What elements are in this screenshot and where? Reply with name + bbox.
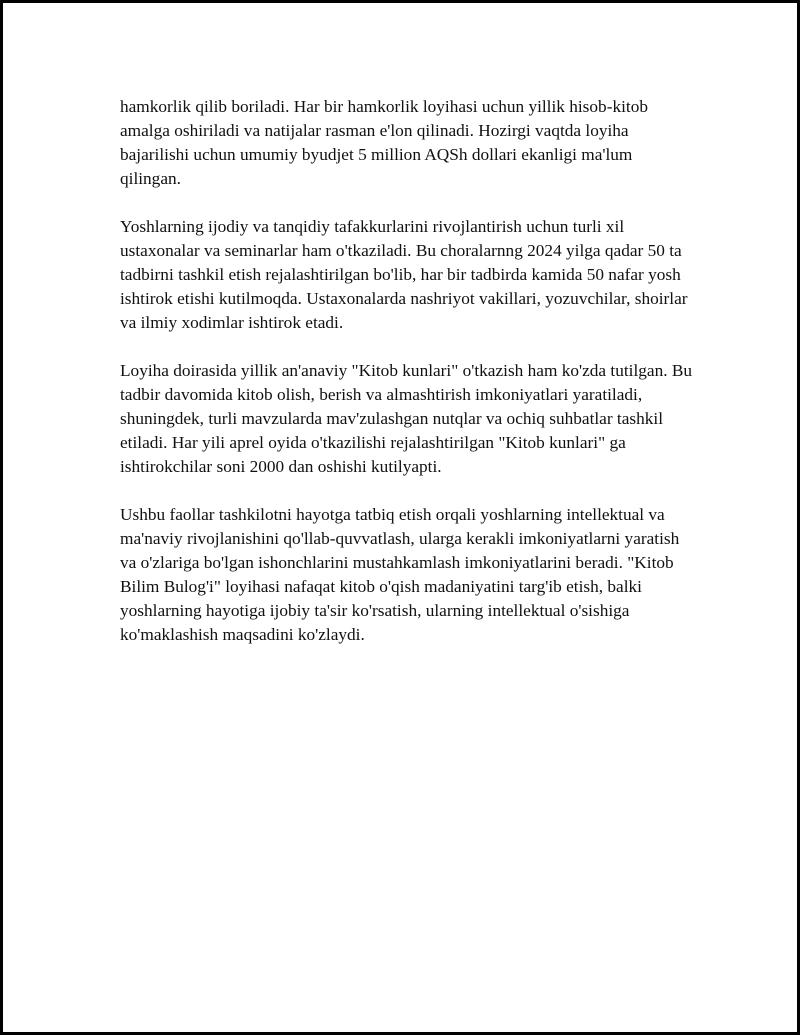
paragraph-budget: hamkorlik qilib boriladi. Har bir hamkorlik loyihasi uchun yillik hisob-kitob amalga oshiriladi va natijalar rasman e'lon qilinadi. Hozirgi vaqtda loyiha bajarilishi uchun umumiy byudjet 5 million AQSh dollari ekanligi ma'lum qilingan.: [120, 97, 648, 188]
paragraph-book-days: Loyiha doirasida yillik an'anaviy "Kitob kunlari" o'tkazish ham ko'zda tutilgan. Bu tadbir davomida kitob olish, berish va almashtirish imkoniyatlari yaratiladi, shuningdek, turli mavzularda mav'zulashgan nutqlar va ochiq suhbatlar tashkil etiladi. Har yili aprel oyida o'tkazilishi rejalashtirilgan "Kitob kunlari" ga ishtirokchilar soni 2000 dan oshishi kutilyapti.: [120, 361, 693, 476]
paragraph-conclusion: Ushbu faollar tashkilotni hayotga tatbiq etish orqali yoshlarning intellektual va ma'naviy rivojlanishini qo'llab-quvvatlash, ularga kerakli imkoniyatlarni yaratish va o'zlariga bo'lgan ishonchlarini mustahkamlash imkoniyatlarini beradi. "Kitob Bilim Bulog'i" loyihasi nafaqat kitob o'qish madaniyatini targ'ib etish, balki yoshlarning hayotiga ijobiy ta'sir ko'rsatish, ularning intellektual o'sishiga ko'maklashish maqsadini ko'zlaydi.: [120, 505, 680, 644]
document-body: [120, 95, 692, 671]
paragraph-workshops: Yoshlarning ijodiy va tanqidiy tafakkurlarini rivojlantirish uchun turli xil ustaxonalar va seminarlar ham o'tkaziladi. Bu choralarnng 2024 yilga qadar 50 ta tadbirni tashkil etish rejalashtirilgan bo'lib, har bir tadbirda kamida 50 nafar yosh ishtirok etishi kutilmoqda. Ustaxonalarda nashriyot vakillari, yozuvchilar, shoirlar va ilmiy xodimlar ishtirok etadi.: [120, 217, 688, 332]
